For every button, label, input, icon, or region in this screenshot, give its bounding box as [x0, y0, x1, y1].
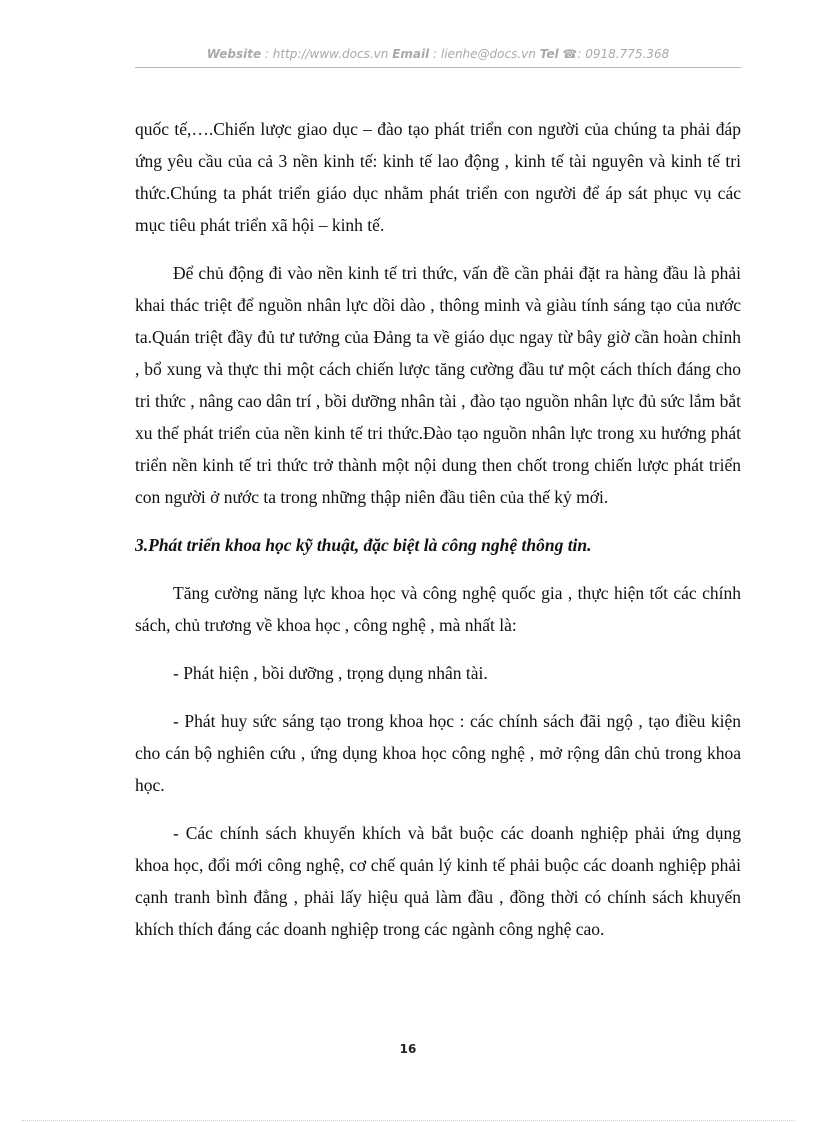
page-number: 16: [399, 1042, 417, 1056]
website-value: http://www.docs.vn: [272, 47, 389, 61]
tel-value: 0918.775.368: [585, 47, 670, 61]
tel-label: Tel: [539, 47, 559, 61]
list-item: - Phát huy sức sáng tạo trong khoa học : các chính sách đãi ngộ , tạo điều kiện cho cán bộ nghiên cứu , ứng dụng khoa học công nghệ , mở rộng dân chủ trong khoa học.: [135, 711, 741, 795]
page-bottom-divider: [22, 1120, 794, 1121]
paragraph: Tăng cường năng lực khoa học và công nghệ quốc gia , thực hiện tốt các chính sách, chủ trương về khoa học , công nghệ , mà nhất là:: [135, 583, 741, 635]
list-item: - Các chính sách khuyến khích và bắt buộc các doanh nghiệp phải ứng dụng khoa học, đổi mới công nghệ, cơ chế quản lý kinh tế phải buộc các doanh nghiệp phải cạnh tranh bình đẳng , phải lấy hiệu quả làm đầu , đồng thời có chính sách khuyến khích thích đáng các doanh nghiệp trong các ngành công nghệ cao.: [135, 823, 741, 939]
email-label: Email: [392, 47, 430, 61]
website-label: Website: [206, 47, 262, 61]
email-value: lienhe@docs.vn: [440, 47, 536, 61]
phone-icon: ☎: [562, 47, 578, 61]
list-item: - Phát hiện , bồi dưỡng , trọng dụng nhân tài.: [173, 663, 488, 683]
document-body: [135, 113, 741, 961]
paragraph: quốc tế,….Chiến lược giao dục – đào tạo phát triển con người của chúng ta phải đáp ứng yêu cầu của cả 3 nền kinh tế: kinh tế lao động , kinh tế tài nguyên và kinh tế tri thức.Chúng ta phát triển giáo dục nhằm phát triển con người để áp sát phục vụ các mục tiêu phát triển xã hội – kinh tế.: [135, 119, 741, 235]
page-header: Website : http://www.docs.vn Email : lienhe@docs.vn Tel ☎: 0918.775.368: [206, 47, 670, 61]
header-divider: [135, 67, 741, 68]
paragraph: Để chủ động đi vào nền kinh tế tri thức, vấn đề cần phải đặt ra hàng đầu là phải khai thác triệt để nguồn nhân lực dồi dào , thông minh và giàu tính sáng tạo của nước ta.Quán triệt đầy đủ tư tưởng của Đảng ta về giáo dục ngay từ bây giờ cần hoàn chỉnh , bổ xung và thực thi một cách chiến lược tăng cường đầu tư một cách thích đáng cho tri thức , nâng cao dân trí , bồi dưỡng nhân tài , đào tạo nguồn nhân lực đủ sức lắm bắt xu thế phát triển của nền kinh tế tri thức.Đào tạo nguồn nhân lực trong xu hướng phát triển nền kinh tế tri thức trở thành một nội dung then chốt trong chiến lược phát triển con người ở nước ta trong những thập niên đầu tiên của thế kỷ mới.: [135, 263, 741, 507]
section-heading: 3.Phát triển khoa học kỹ thuật, đặc biệt là công nghệ thông tin.: [135, 535, 592, 555]
